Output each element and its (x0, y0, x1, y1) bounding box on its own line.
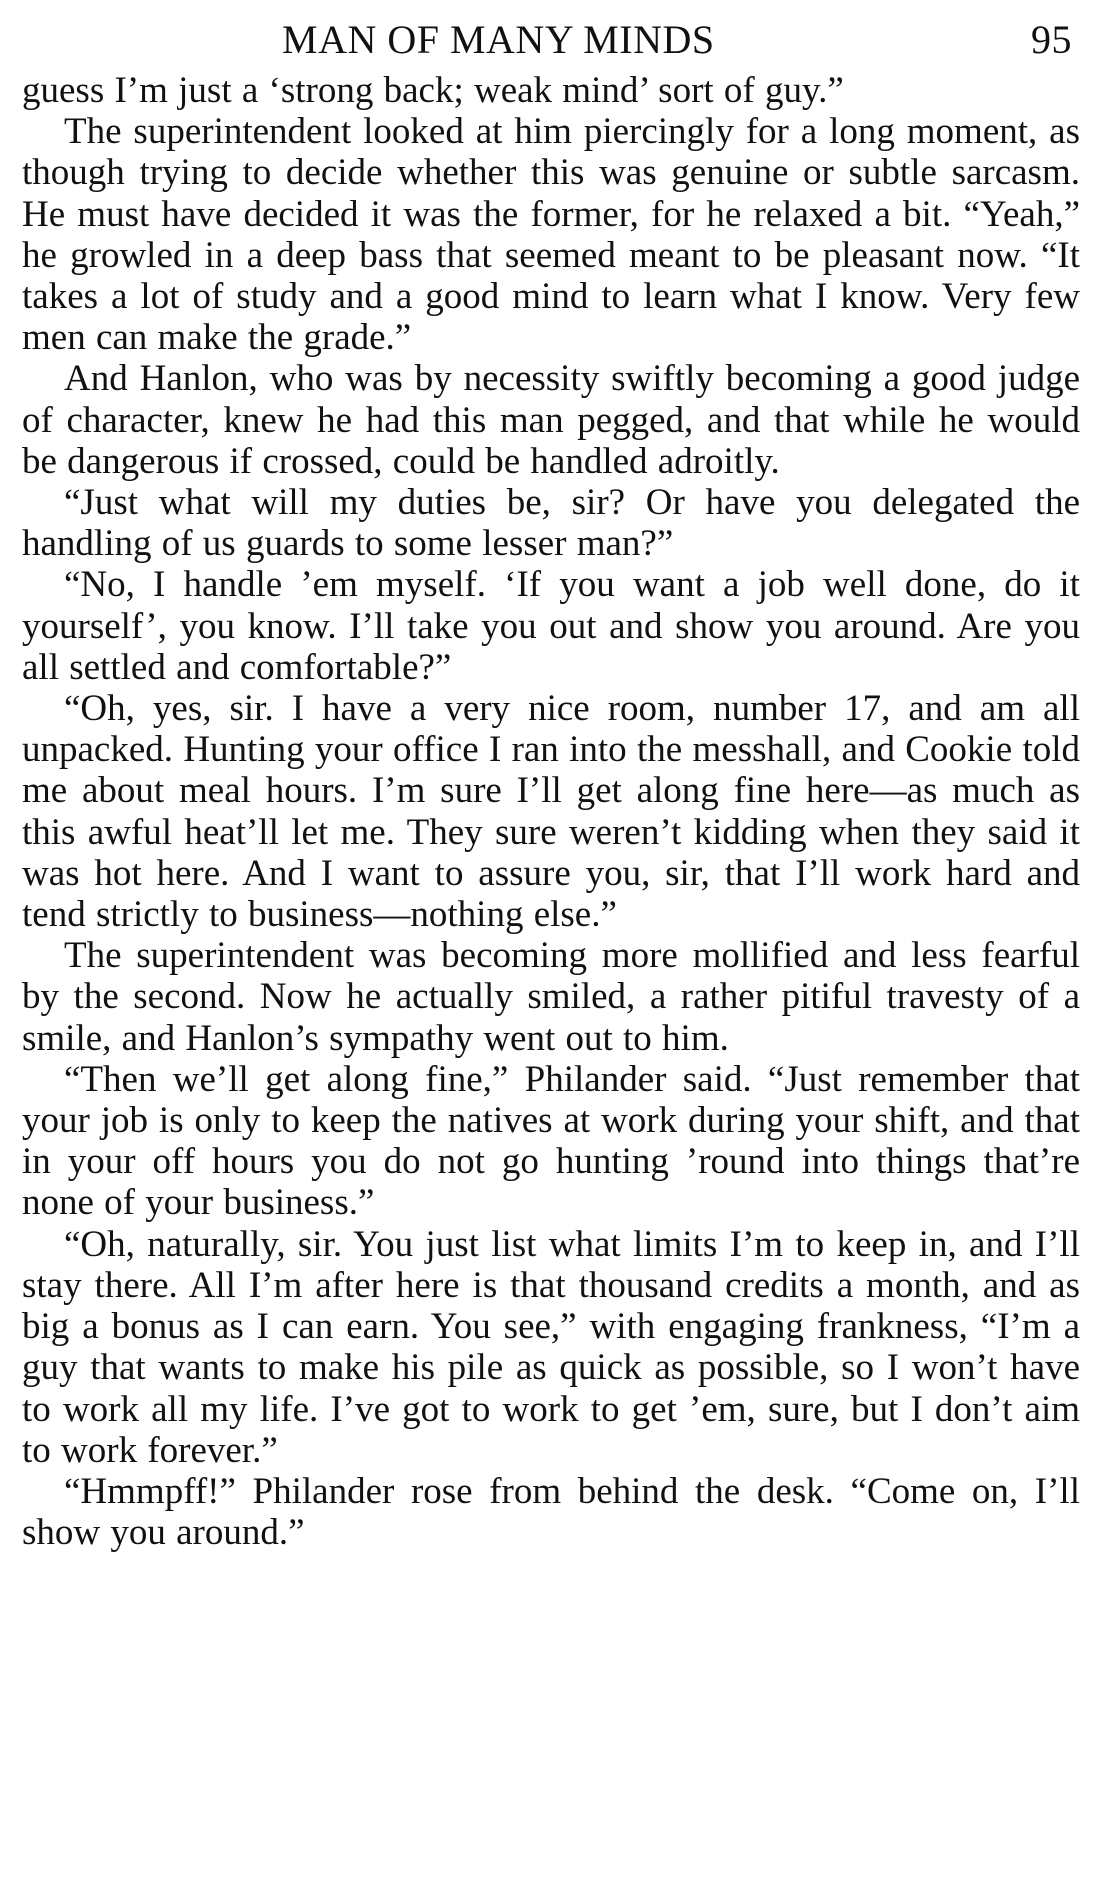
body-text (22, 70, 1080, 1553)
paragraph-2: The superintendent looked at him piercingly for a long moment, as though trying to decide whether this was genuine or subtle sarcasm. He must have decided it was the former, for he relaxed a bit. “Yeah,” he growled in a deep bass that seemed meant to be pleasant now. “It takes a lot of study and a good mind to learn what I know. Very few men can make the grade.” (22, 111, 1080, 359)
paragraph-5: “No, I handle ’em myself. ‘If you want a job well done, do it yourself’, you know. I’ll take you out and show you around. Are you all settled and comfortable?” (22, 564, 1080, 688)
paragraph-6: “Oh, yes, sir. I have a very nice room, number 17, and am all unpacked. Hunting your office I ran into the messhall, and Cookie told me about meal hours. I’m sure I’ll get along fine here—as much as this awful heat’ll let me. They sure weren’t kidding when they said it was hot here. And I want to assure you, sir, that I’ll work hard and tend strictly to business—nothing else.” (22, 688, 1080, 936)
page-number: 95 (1031, 17, 1072, 62)
running-header (22, 10, 1080, 70)
paragraph-8: “Then we’ll get along fine,” Philander said. “Just remember that your job is only to keep the natives at work during your shift, and that in your off hours you do not go hunting ’round into things that’re none of your business.” (22, 1058, 1080, 1224)
book-page (22, 10, 1080, 1553)
paragraph-10: “Hmmpff!” Philander rose from behind the desk. “Come on, I’ll show you around.” (22, 1470, 1080, 1554)
paragraph-4: “Just what will my duties be, sir? Or have you delegated the handling of us guards to some lesser man?” (22, 482, 1080, 565)
paragraph-7: The superintendent was becoming more mollified and less fearful by the second. Now he actually smiled, a rather pitiful travesty of a smile, and Hanlon’s sympathy went out to him. (22, 935, 1080, 1059)
paragraph-9: “Oh, naturally, sir. You just list what limits I’m to keep in, and I’ll stay there. All I’m after here is that thousand credits a month, and as big a bonus as I can earn. You see,” with engaging frankness, “I’m a guy that wants to make his pile as quick as possible, so I won’t have to work all my life. I’ve got to work to get ’em, sure, but I don’t aim to work forever.” (22, 1223, 1080, 1471)
paragraph-1: guess I’m just a ‘strong back; weak mind’ sort of guy.” (22, 70, 844, 111)
running-title: MAN OF MANY MINDS (282, 17, 715, 62)
paragraph-3: And Hanlon, who was by necessity swiftly becoming a good judge of character, knew he had this man pegged, and that while he would be dangerous if crossed, could be handled adroitly. (22, 358, 1080, 482)
